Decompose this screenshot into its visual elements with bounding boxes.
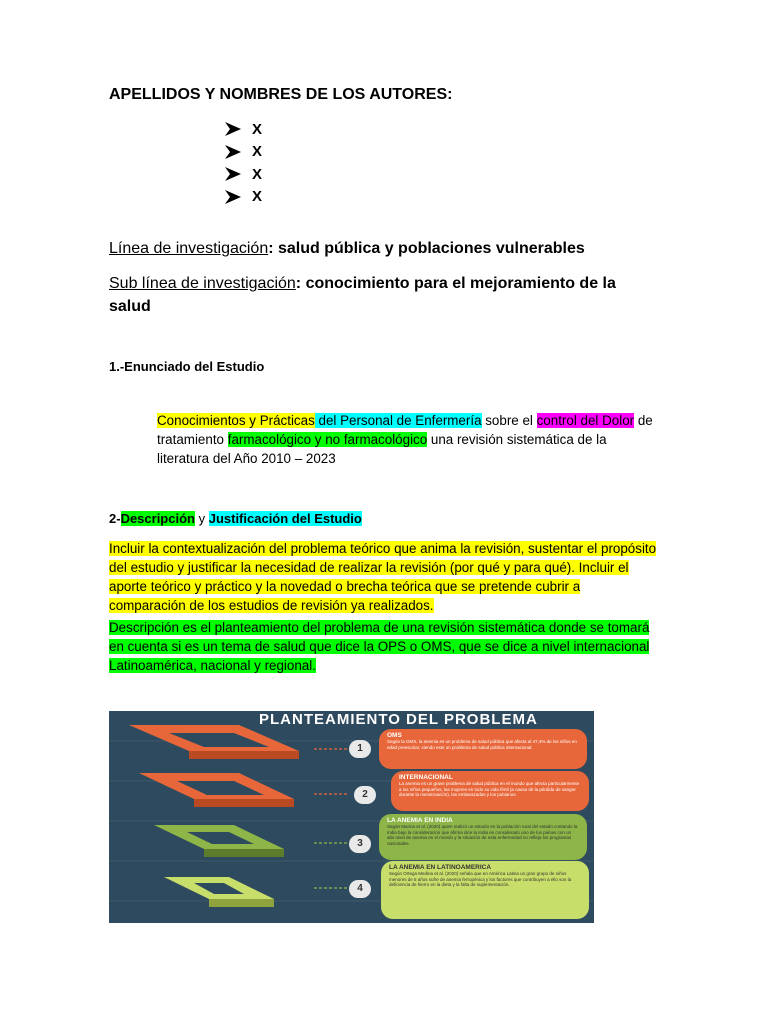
infographic-title: PLANTEAMIENTO DEL PROBLEMA: [259, 711, 538, 728]
arrow-bullet-icon: [224, 166, 242, 182]
author-item: [224, 141, 262, 164]
arrow-bullet-icon: [224, 121, 242, 137]
section2-heading: [109, 511, 362, 526]
step-number: 1: [349, 740, 371, 758]
research-line-label: Línea de investigación: [109, 240, 269, 257]
section2-prefix: 2-: [109, 511, 121, 526]
author-name: X: [252, 188, 263, 206]
authors-heading: APELLIDOS Y NOMBRES DE LOS AUTORES:: [109, 86, 453, 103]
info-box-india: [379, 814, 587, 860]
statement-part: control del Dolor: [536, 413, 635, 428]
layer-4-shape: [164, 877, 274, 907]
research-line: [109, 240, 585, 258]
author-name: X: [252, 120, 263, 138]
arrow-bullet-icon: [224, 144, 242, 160]
statement-part: una revisión sistemática de la literatura del Año 2010 – 2023: [157, 432, 607, 466]
step-number: 2: [354, 786, 376, 804]
description-paragraph: [109, 618, 659, 675]
sub-research-line: [109, 272, 649, 318]
info-box-heading: LA ANEMIA EN INDIA: [387, 817, 453, 824]
info-box-heading: INTERNACIONAL: [399, 774, 453, 781]
step-number: 4: [349, 880, 371, 898]
info-box-text: Según Ortega Medina et al. (2020) señala que en América Latina un gran grupo de niños menores de 5 años sufre de anemia ferropénica y los factores que contribuyen a ello son la deficiencia de hierro en la dieta y la falta de suplementación.: [389, 871, 572, 887]
section2-just: Justificación del Estudio: [208, 511, 362, 526]
info-box-heading: OMS: [387, 732, 402, 739]
statement-part: de tratamiento: [157, 413, 653, 447]
info-box-internacional: [391, 771, 589, 811]
author-item: [224, 163, 262, 186]
author-item: [224, 118, 262, 141]
step-number: 3: [349, 835, 371, 853]
statement-part: del Personal de Enfermería: [314, 413, 482, 428]
layer-2-shape: [139, 773, 294, 807]
info-box-text: Según la OMS, la anemia es un problema de salud pública que afecta al 47,4% de los niños en edad preescolar, siendo este un problema de salud pública internacional.: [387, 739, 577, 750]
section2-and: y: [194, 511, 209, 526]
research-line-value: : salud pública y poblaciones vulnerables: [268, 240, 585, 257]
info-box-text: Según Marina et al. (2020) quien realizó un estudio en la población rural del estado contando la India bajo la consideración que afirma dice la India es considerado uno de los países con un alto nivel de anemia en el mundo y la situación de esta enfermedad no refleja los programas nacionales.: [387, 824, 578, 846]
statement-part: Conocimientos y Prácticas: [157, 413, 315, 428]
arrow-bullet-icon: [224, 189, 242, 205]
info-box-oms: [379, 729, 587, 769]
author-name: X: [252, 143, 263, 161]
statement-part: farmacológico y no farmacológico: [227, 432, 428, 447]
author-name: X: [252, 165, 263, 183]
section2-desc: Descripción: [120, 511, 195, 526]
sub-research-line-label: Sub línea de investigación: [109, 275, 296, 292]
description-text: Descripción es el planteamiento del problema de una revisión sistemática donde se tomará en cuenta si es un tema de salud que dice la OPS o OMS, que se dice a nivel internacional Latinoamérica, nacional y regional.: [109, 620, 650, 673]
layer-1-shape: [129, 725, 299, 759]
info-box-latinoamerica: [381, 861, 589, 919]
sub-research-line-value: : conocimiento para el mejoramiento de la salud: [109, 275, 616, 315]
statement-part: sobre el: [481, 413, 537, 428]
instruction-text: Incluir la contextualización del problema teórico que anima la revisión, sustentar el propósito del estudio y justificar la necesidad de realizar la revisión (por qué y para qué). Incluir el aporte teórico y práctico y la novedad o brecha teórica que se pretende cubrir a comparación de los estudios de revisión ya realizados.: [109, 541, 657, 613]
instruction-paragraph: [109, 539, 659, 615]
info-box-text: La anemia es un grave problema de salud pública en el mundo que afecta particularmente a los niños pequeños, las mujeres en todo su vida fértil (a causa de la pérdida de sangre durante la menstruación), las embarazadas y los pubianos.: [399, 781, 580, 797]
info-box-heading: LA ANEMIA EN LATINOAMERICA: [389, 864, 492, 871]
author-item: [224, 186, 262, 209]
section1-heading: 1.-Enunciado del Estudio: [109, 359, 265, 374]
study-statement: [157, 411, 657, 468]
layer-3-shape: [154, 825, 284, 857]
author-list: [224, 118, 262, 208]
problem-infographic: [109, 711, 594, 923]
